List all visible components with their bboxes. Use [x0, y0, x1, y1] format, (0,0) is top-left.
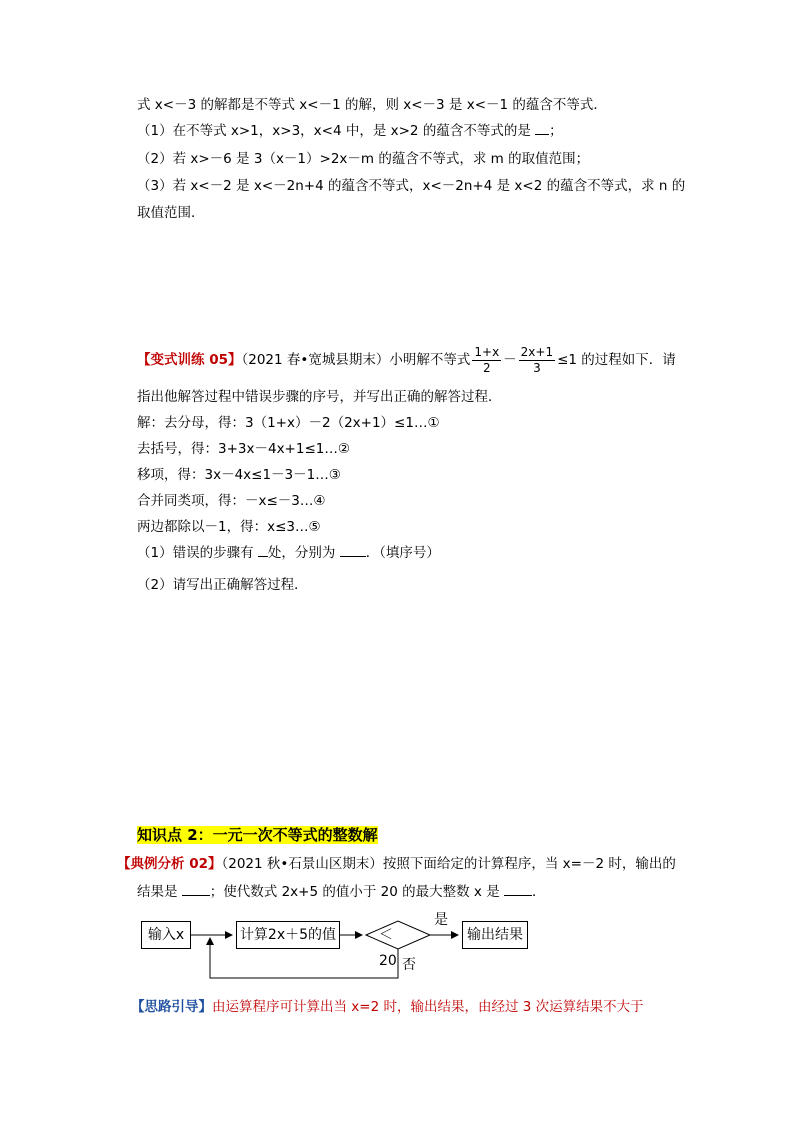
hint-line	[131, 996, 644, 1018]
fraction-1-numerator: 1+x	[474, 344, 500, 359]
variant-tail: ≤1 的过程如下．请	[557, 352, 676, 368]
fraction-1-denominator: 2	[482, 360, 491, 375]
input-box: 输入x	[141, 921, 191, 949]
example-text-c: ．	[531, 884, 546, 900]
variant-question-2: （2）请写出正确解答过程．	[137, 577, 308, 593]
question-3: （3）若 x<－2 是 x<－2n+4 的蕴含不等式，x<－2n+4 是 x<2 的蕴含不等式，求 n 的	[137, 178, 686, 194]
question-1-end: ；	[549, 123, 563, 139]
example-text: （2021 秋•石景山区期末）按照下面给定的计算程序，当 x=－2 时，输出的	[221, 856, 676, 872]
fraction-1	[472, 345, 501, 376]
no-label: 否	[402, 957, 416, 973]
compute-box: 计算2x＋5的值	[236, 921, 340, 949]
fraction-2-numerator: 2x+1	[520, 344, 554, 359]
example-text-b: ；使代数式 2x+5 的值小于 20 的最大整数 x 是	[209, 884, 504, 900]
variant-question-1	[137, 542, 440, 564]
paragraph-line: 式 x<－3 的解都是不等式 x<－1 的解，则 x<－3 是 x<－1 的蕴含不等式．	[137, 97, 607, 113]
answer-blank	[258, 556, 268, 557]
question-1-text: （1）在不等式 x>1，x>3，x<4 中，是 x>2 的蕴含不等式的是	[137, 123, 536, 139]
variant-q1-c: ．（填序号）	[365, 545, 440, 561]
variant-q1-a: （1）错误的步骤有	[137, 545, 258, 561]
yes-label: 是	[434, 912, 448, 928]
answer-blank	[182, 895, 210, 896]
example-line-1	[117, 853, 676, 875]
condition-diamond	[366, 921, 430, 949]
variant-source: （2021 春•宽城县期末）小明解不等式	[241, 352, 471, 368]
example-line-2	[137, 881, 545, 903]
hint-tag: 【思路引导】	[131, 999, 212, 1015]
variant-q1-b: 处，分别为	[267, 545, 340, 561]
solution-step: 移项，得：3x－4x≤1－3－1…③	[137, 467, 341, 483]
answer-blank	[504, 895, 532, 896]
variant-header	[137, 340, 676, 380]
solution-step: 合并同类项，得：－x≤－3…④	[137, 493, 326, 509]
variant-line-2: 指出他解答过程中错误步骤的序号，并写出正确的解答过程．	[137, 389, 502, 405]
solution-step: 去括号，得：3+3x－4x+1≤1…②	[137, 441, 350, 457]
example-tag: 【典例分析 02】	[117, 856, 222, 872]
question-1	[137, 120, 563, 142]
variant-tag: 【变式训练 05】	[137, 352, 242, 368]
question-3-cont: 取值范围．	[137, 205, 205, 221]
knowledge-point-title	[137, 824, 378, 846]
solution-step: 两边都除以－1，得：x≤3…⑤	[137, 519, 321, 535]
minus-sign: －	[503, 352, 517, 368]
question-2: （2）若 x>－6 是 3（x－1）>2x－m 的蕴含不等式，求 m 的取值范围；	[137, 151, 590, 167]
fraction-2	[519, 345, 555, 376]
hint-text: 由运算程序可计算出当 x=2 时，输出结果，由经过 3 次运算结果不大于	[212, 999, 644, 1015]
solution-step: 解：去分母，得：3（1+x）－2（2x+1）≤1…①	[137, 415, 440, 431]
answer-blank	[340, 556, 366, 557]
example-text-a: 结果是	[137, 884, 182, 900]
knowledge-point-title-text: 知识点 2：一元一次不等式的整数解	[137, 826, 378, 844]
fraction-2-denominator: 3	[533, 360, 541, 375]
output-box: 输出结果	[462, 921, 528, 949]
answer-blank	[535, 134, 549, 135]
condition-label: ＜20	[379, 927, 397, 969]
